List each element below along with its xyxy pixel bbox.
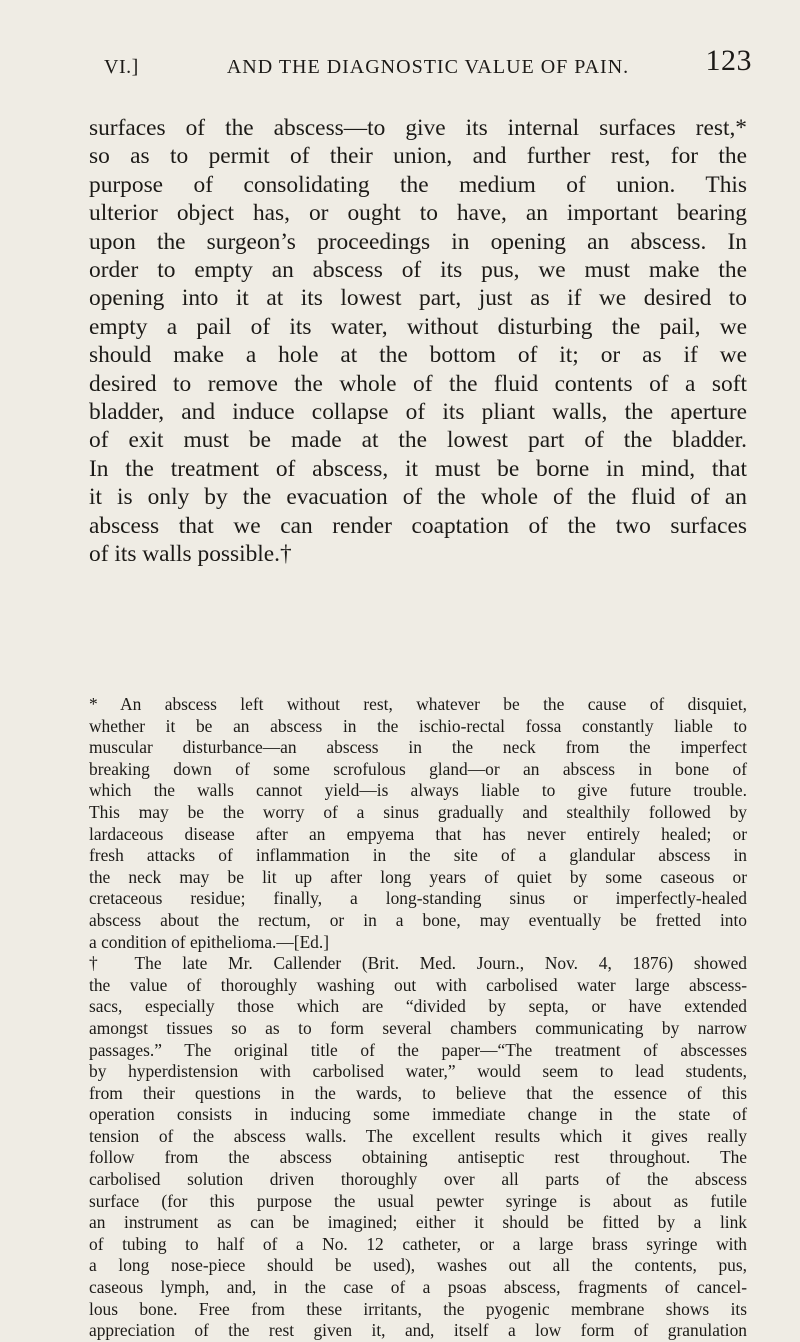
footnote-line: amongst tissues so as to form several chambers communicating by narrow xyxy=(89,1017,747,1038)
page-number: 123 xyxy=(705,44,752,77)
body-line: abscess that we can render coaptation of the two surfaces xyxy=(89,512,747,539)
footnote-line: follow from the abscess obtaining antiseptic rest throughout. The xyxy=(89,1147,747,1168)
chapter-marker: VI.] xyxy=(104,56,139,78)
footnotes xyxy=(89,694,747,1342)
body-line: bladder, and induce collapse of its pliant walls, the aperture xyxy=(89,399,747,426)
body-line: ulterior object has, or ought to have, an important bearing xyxy=(89,200,747,227)
footnote-line: cretaceous residue; finally, a long-standing sinus or imperfectly-healed xyxy=(89,888,747,909)
body-line: surfaces of the abscess—to give its internal surfaces rest,* xyxy=(89,115,747,141)
footnote-line: a condition of epithelioma.—[Ed.] xyxy=(89,931,330,952)
footnote-line: fresh attacks of inflammation in the site of a glandular abscess in xyxy=(89,845,747,866)
footnote-line: lous bone. Free from these irritants, the pyogenic membrane shows its xyxy=(89,1298,747,1319)
running-head xyxy=(104,44,752,88)
footnote-line: which the walls cannot yield—is always liable to give future trouble. xyxy=(89,780,747,801)
footnote-line: abscess about the rectum, or in a bone, may eventually be fretted into xyxy=(89,909,747,930)
footnote-line: This may be the worry of a sinus gradually and stealthily followed by xyxy=(89,801,747,822)
footnote-line: appreciation of the rest given it, and, itself a low form of granulation xyxy=(89,1320,747,1341)
running-title: AND THE DIAGNOSTIC VALUE OF PAIN. xyxy=(226,56,630,78)
footnote-line: the neck may be lit up after long years of quiet by some caseous or xyxy=(89,866,747,887)
body-line: so as to permit of their union, and further rest, for the xyxy=(89,143,747,170)
footnote-line: † The late Mr. Callender (Brit. Med. Journ., Nov. 4, 1876) showed xyxy=(89,953,747,974)
body-line: it is only by the evacuation of the whole of the fluid of an xyxy=(89,484,747,511)
body-line: In the treatment of abscess, it must be borne in mind, that xyxy=(89,455,747,482)
body-line: of exit must be made at the lowest part of the bladder. xyxy=(89,427,747,454)
main-paragraph xyxy=(89,114,747,569)
footnote-line: of tubing to half of a No. 12 catheter, or a large brass syringe with xyxy=(89,1233,747,1254)
footnote-line: carbolised solution driven thoroughly over all parts of the abscess xyxy=(89,1169,747,1190)
footnote-line: caseous lymph, and, in the case of a psoas abscess, fragments of cancel- xyxy=(89,1277,747,1298)
footnote-line: a long nose-piece should be used), washes out all the contents, pus, xyxy=(89,1255,747,1276)
footnote-line: passages.” The original title of the paper—“The treatment of abscesses xyxy=(89,1039,747,1060)
body-line: empty a pail of its water, without disturbing the pail, we xyxy=(89,313,747,340)
footnote-line: lardaceous disease after an empyema that has never entirely healed; or xyxy=(89,823,747,844)
footnote-line: the value of thoroughly washing out with carbolised water large abscess- xyxy=(89,974,747,995)
body-line: opening into it at its lowest part, just as if we desired to xyxy=(89,285,747,312)
footnote-line: tension of the abscess walls. The excellent results which it gives really xyxy=(89,1125,747,1146)
footnote-line: from their questions in the wards, to believe that the essence of this xyxy=(89,1082,747,1103)
footnote-line: operation consists in inducing some immediate change in the state of xyxy=(89,1104,747,1125)
footnote-line: breaking down of some scrofulous gland—or an abscess in bone of xyxy=(89,758,747,779)
footnote-line: * An abscess left without rest, whatever be the cause of disquiet, xyxy=(89,694,747,714)
body-line: should make a hole at the bottom of it; or as if we xyxy=(89,342,747,369)
body-line: order to empty an abscess of its pus, we must make the xyxy=(89,257,747,284)
footnote-line: an instrument as can be imagined; either it should be fitted by a link xyxy=(89,1212,747,1233)
footnote-line: by hyperdistension with carbolised water,” would seem to lead students, xyxy=(89,1061,747,1082)
footnote-line: sacs, especially those which are “divided by septa, or have extended xyxy=(89,996,747,1017)
body-line: of its walls possible.† xyxy=(89,541,292,568)
footnote-line: surface (for this purpose the usual pewter syringe is about as futile xyxy=(89,1190,747,1211)
footnote-line: whether it be an abscess in the ischio-rectal fossa constantly liable to xyxy=(89,715,747,736)
body-line: purpose of consolidating the medium of union. This xyxy=(89,171,747,198)
body-line: desired to remove the whole of the fluid contents of a soft xyxy=(89,370,747,397)
footnote-line: muscular disturbance—an abscess in the neck from the imperfect xyxy=(89,737,747,758)
body-line: upon the surgeon’s proceedings in opening an abscess. In xyxy=(89,228,747,255)
